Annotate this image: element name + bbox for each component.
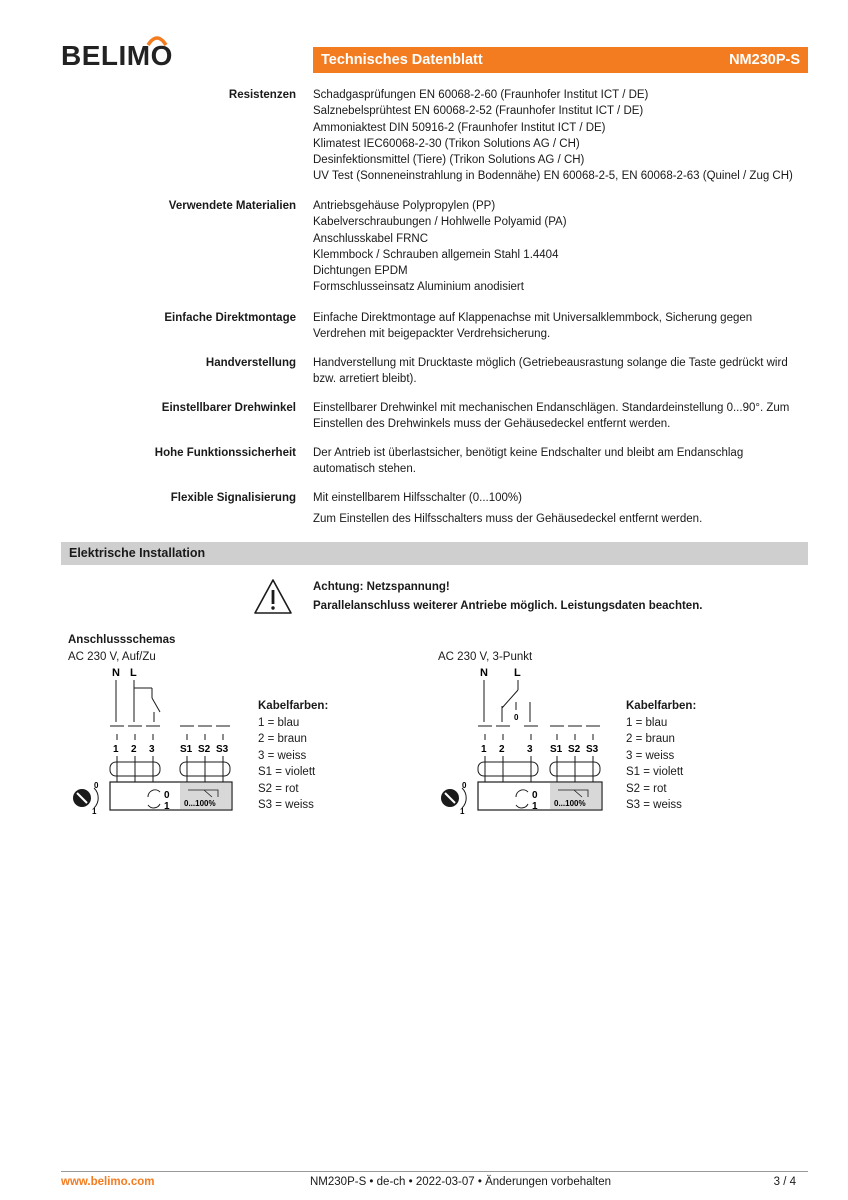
diagram-right-subtitle: AC 230 V, 3-Punkt [438, 651, 533, 663]
terminal-3: 3 [527, 744, 533, 755]
spec-line: Ammoniaktest DIN 50916-2 (Fraunhofer Institut ICT / DE) [313, 121, 606, 134]
logo-mark-icon [146, 33, 168, 47]
page-number: 3 / 4 [773, 1176, 796, 1188]
spec-label: Einfache Direktmontage [164, 312, 296, 324]
terminal-s2: S2 [198, 744, 211, 755]
footer-divider [61, 1171, 808, 1172]
section-title: Elektrische Installation [61, 542, 808, 565]
terminal-s2: S2 [568, 744, 581, 755]
terminal-s3: S3 [216, 744, 229, 755]
knob-1: 1 [92, 807, 97, 816]
spec-line: Mit einstellbarem Hilfsschalter (0...100%) [313, 492, 522, 504]
cable-color-item: 1 = blau [258, 716, 300, 729]
terminal-2: 2 [131, 744, 137, 755]
knob-1: 1 [460, 807, 465, 816]
terminal-1: 1 [481, 744, 487, 755]
position-1: 1 [532, 801, 538, 812]
spec-label: Einstellbarer Drehwinkel [161, 402, 296, 414]
cable-color-item: S1 = violett [258, 766, 316, 778]
spec-label: Flexible Signalisierung [170, 492, 296, 504]
terminal-3: 3 [149, 744, 155, 755]
cable-color-item: 2 = braun [258, 733, 307, 745]
spec-line: Klemmbock / Schrauben allgemein Stahl 1.4404 [313, 248, 559, 261]
position-1: 1 [164, 801, 170, 812]
cable-color-item: S2 = rot [626, 782, 667, 795]
supply-n: N [480, 667, 488, 679]
terminal-s3: S3 [586, 744, 599, 755]
spec-text: Der Antrieb ist überlastsicher, benötigt keine Endschalter und bleibt am Endanschlag automatisch stehen. [313, 447, 744, 476]
warning-line1: Achtung: Netzspannung! [313, 581, 450, 593]
cable-colors-right [626, 698, 696, 814]
spec-value [313, 355, 808, 388]
spec-line: Salznebelsprühtest EN 60068-2-52 (Fraunhofer Institut ICT / DE) [313, 105, 644, 118]
wiring-diagram-left [68, 664, 248, 824]
cable-color-item: S3 = weiss [626, 799, 682, 811]
spec-label: Verwendete Materialien [168, 200, 296, 212]
spec-value [313, 490, 808, 528]
cable-color-item: S2 = rot [258, 782, 299, 795]
spec-value [313, 445, 808, 478]
document-title: Technisches Datenblatt [321, 52, 483, 68]
cable-color-item: 3 = weiss [258, 749, 307, 762]
spec-line: Dichtungen EPDM [313, 265, 408, 278]
cable-color-item: 2 = braun [626, 733, 675, 745]
knob-0: 0 [94, 781, 99, 790]
terminal-2: 2 [499, 744, 505, 755]
warning-text [313, 578, 702, 616]
spec-line: Antriebsgehäuse Polypropylen (PP) [313, 200, 496, 212]
wiring-diagram-right [436, 664, 616, 824]
spec-line: Anschlusskabel FRNC [313, 232, 429, 245]
product-code: NM230P-S [729, 52, 800, 68]
switch-label: 0 [514, 713, 519, 722]
aux-range: 0...100% [554, 799, 586, 808]
logo-text: BELIMO [61, 40, 173, 71]
spec-line: Formschlusseinsatz Aluminium anodisiert [313, 281, 524, 294]
warning-icon [252, 577, 294, 617]
diagram-left-subtitle: AC 230 V, Auf/Zu [68, 651, 156, 663]
spec-line: Klimatest IEC60068-2-30 (Trikon Solutions AG / CH) [313, 137, 580, 150]
spec-label: Resistenzen [228, 89, 296, 101]
spec-line: UV Test (Sonneneinstrahlung in Bodennähe) EN 60068-2-5, EN 60068-2-63 (Quinel / Zug CH) [313, 170, 793, 183]
terminal-s1: S1 [180, 744, 193, 755]
spec-text: Einfache Direktmontage auf Klappenachse mit Universalklemmbock, Sicherung gegen Verdrehen mit beigepackter Verdrehsicherung. [313, 312, 753, 341]
spec-label: Hohe Funktionssicherheit [154, 447, 296, 459]
spec-line: Schadgasprüfungen EN 60068-2-60 (Fraunhofer Institut ICT / DE) [313, 89, 649, 101]
terminal-1: 1 [113, 744, 119, 755]
spec-line: Desinfektionsmittel (Tiere) (Trikon Solutions AG / CH) [313, 154, 585, 167]
aux-range: 0...100% [184, 799, 216, 808]
supply-l: L [514, 667, 521, 679]
spec-label: Handverstellung [205, 357, 296, 369]
terminal-s1: S1 [550, 744, 563, 755]
spec-text: Einstellbarer Drehwinkel mit mechanischen Endanschlägen. Standardeinstellung 0...90°. Zum Einstellen des Drehwinkels muss der Gehäusedeckel entfernt werden. [313, 402, 790, 431]
belimo-logo [61, 40, 173, 74]
cable-color-item: 1 = blau [626, 716, 668, 729]
cable-colors-left [258, 698, 328, 814]
supply-n: N [112, 667, 120, 679]
supply-l: L [130, 667, 137, 679]
spec-value [313, 198, 808, 296]
position-0: 0 [164, 790, 170, 801]
spec-text: Handverstellung mit Drucktaste möglich (Getriebeausrastung solange die Taste gedrückt wird bzw. arretiert bleibt). [313, 357, 788, 386]
spec-line: Kabelverschraubungen / Hohlwelle Polyamid (PA) [313, 216, 567, 229]
spec-value [313, 400, 808, 433]
cable-colors-heading: Kabelfarben: [258, 700, 329, 712]
footer-url-link[interactable]: www.belimo.com [61, 1176, 155, 1188]
spec-value [313, 87, 808, 185]
cable-colors-heading: Kabelfarben: [626, 700, 697, 712]
spec-value [313, 310, 808, 343]
spec-line: Zum Einstellen des Hilfsschalters muss der Gehäusedeckel entfernt werden. [313, 513, 703, 526]
cable-color-item: S3 = weiss [258, 799, 314, 811]
diagrams-title: Anschlussschemas [68, 634, 176, 646]
position-0: 0 [532, 790, 538, 801]
knob-0: 0 [462, 781, 467, 790]
header-banner [313, 47, 808, 73]
cable-color-item: 3 = weiss [626, 749, 675, 762]
footer-info: NM230P-S • de-ch • 2022-03-07 • Änderungen vorbehalten [310, 1176, 612, 1188]
warning-line2: Parallelanschluss weiterer Antriebe möglich. Leistungsdaten beachten. [313, 600, 703, 612]
cable-color-item: S1 = violett [626, 766, 684, 778]
